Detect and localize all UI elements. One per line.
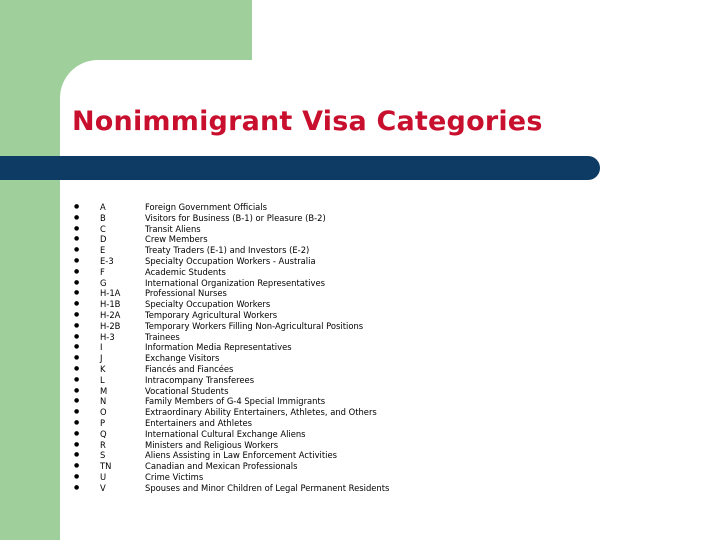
bullet-icon: ● xyxy=(74,429,80,437)
bullet-icon: ● xyxy=(74,343,80,351)
visa-description: Extraordinary Ability Entertainers, Athletes, and Others xyxy=(145,407,377,418)
visa-code: G xyxy=(100,277,107,288)
bullet-icon: ● xyxy=(74,310,80,318)
bullet-icon: ● xyxy=(74,408,80,416)
visa-code: H-2B xyxy=(100,320,121,331)
visa-code: C xyxy=(100,223,106,234)
visa-description: Crew Members xyxy=(145,234,208,245)
bullet-icon: ● xyxy=(74,300,80,308)
visa-code: E-3 xyxy=(100,255,114,266)
bullet-icon: ● xyxy=(74,256,80,264)
visa-code: S xyxy=(100,450,106,461)
visa-code: Q xyxy=(100,428,107,439)
bullet-icon: ● xyxy=(74,224,80,232)
visa-code: J xyxy=(100,353,103,364)
visa-description: International Organization Representatives xyxy=(145,277,325,288)
bullet-icon: ● xyxy=(74,246,80,254)
bullet-icon: ● xyxy=(74,267,80,275)
visa-description: Temporary Agricultural Workers xyxy=(145,309,278,320)
visa-description: Temporary Workers Filling Non-Agricultural Positions xyxy=(145,320,364,331)
visa-code: L xyxy=(100,374,105,385)
visa-description: Crime Victims xyxy=(145,471,204,482)
visa-description: Ministers and Religious Workers xyxy=(145,439,279,450)
visa-description: Entertainers and Athletes xyxy=(145,417,253,428)
slide-title: Nonimmigrant Visa Categories xyxy=(72,106,543,137)
visa-code: H-1A xyxy=(100,288,121,299)
bullet-icon: ● xyxy=(74,332,80,340)
bullet-icon: ● xyxy=(74,472,80,480)
visa-description: Academic Students xyxy=(145,266,226,277)
bullet-icon: ● xyxy=(74,397,80,405)
visa-description: Canadian and Mexican Professionals xyxy=(145,461,298,472)
bullet-icon: ● xyxy=(74,354,80,362)
bullet-icon: ● xyxy=(74,235,80,243)
visa-code: P xyxy=(100,417,106,428)
visa-code: H-2A xyxy=(100,309,121,320)
visa-code: F xyxy=(100,266,105,277)
bullet-icon: ● xyxy=(74,364,80,372)
visa-code: U xyxy=(100,471,107,482)
bullet-icon: ● xyxy=(74,386,80,394)
visa-description: Family Members of G-4 Special Immigrants xyxy=(145,396,326,407)
bullet-icon: ● xyxy=(74,321,80,329)
visa-description: Specialty Occupation Workers xyxy=(145,299,271,310)
visa-description: Spouses and Minor Children of Legal Permanent Residents xyxy=(145,482,390,493)
visa-code: I xyxy=(100,342,103,353)
visa-description: Foreign Government Officials xyxy=(145,202,268,212)
visa-code: K xyxy=(100,363,106,374)
visa-description: Aliens Assisting in Law Enforcement Activities xyxy=(145,450,337,461)
visa-description: Specialty Occupation Workers - Australia xyxy=(145,255,316,266)
visa-description: Professional Nurses xyxy=(145,288,227,299)
visa-code: R xyxy=(100,439,106,450)
bullet-icon: ● xyxy=(74,289,80,297)
visa-description: Information Media Representatives xyxy=(145,342,292,353)
visa-description: Transit Aliens xyxy=(145,223,201,234)
bullet-icon: ● xyxy=(74,375,80,383)
visa-description: Fiancés and Fiancées xyxy=(145,363,234,374)
visa-code: N xyxy=(100,396,107,407)
bullet-icon: ● xyxy=(74,418,80,426)
bullet-icon: ● xyxy=(74,278,80,286)
bullet-icon: ● xyxy=(74,440,80,448)
visa-code: O xyxy=(100,407,107,418)
visa-description: Vocational Students xyxy=(145,385,229,396)
visa-code: E xyxy=(100,245,106,256)
bullet-icon: ● xyxy=(74,483,80,491)
visa-code: V xyxy=(100,482,106,493)
visa-code: D xyxy=(100,234,107,245)
bullet-icon: ● xyxy=(74,213,80,221)
visa-description: Treaty Traders (E-1) and Investors (E-2) xyxy=(145,245,310,256)
visa-description: Intracompany Transferees xyxy=(145,374,255,385)
visa-description: Exchange Visitors xyxy=(145,353,220,364)
visa-code: M xyxy=(100,385,108,396)
visa-description: Trainees xyxy=(145,331,180,342)
visa-code: B xyxy=(100,212,106,223)
bullet-icon: ● xyxy=(74,203,80,210)
bullet-icon: ● xyxy=(74,451,80,459)
bullet-icon: ● xyxy=(74,462,80,470)
title-divider-bar xyxy=(0,156,600,180)
visa-code: TN xyxy=(100,461,112,472)
visa-code: H-3 xyxy=(100,331,115,342)
visa-description: Visitors for Business (B-1) or Pleasure (B-2) xyxy=(145,212,326,223)
visa-code: H-1B xyxy=(100,299,121,310)
visa-description: International Cultural Exchange Aliens xyxy=(145,428,306,439)
visa-code: A xyxy=(100,202,106,212)
